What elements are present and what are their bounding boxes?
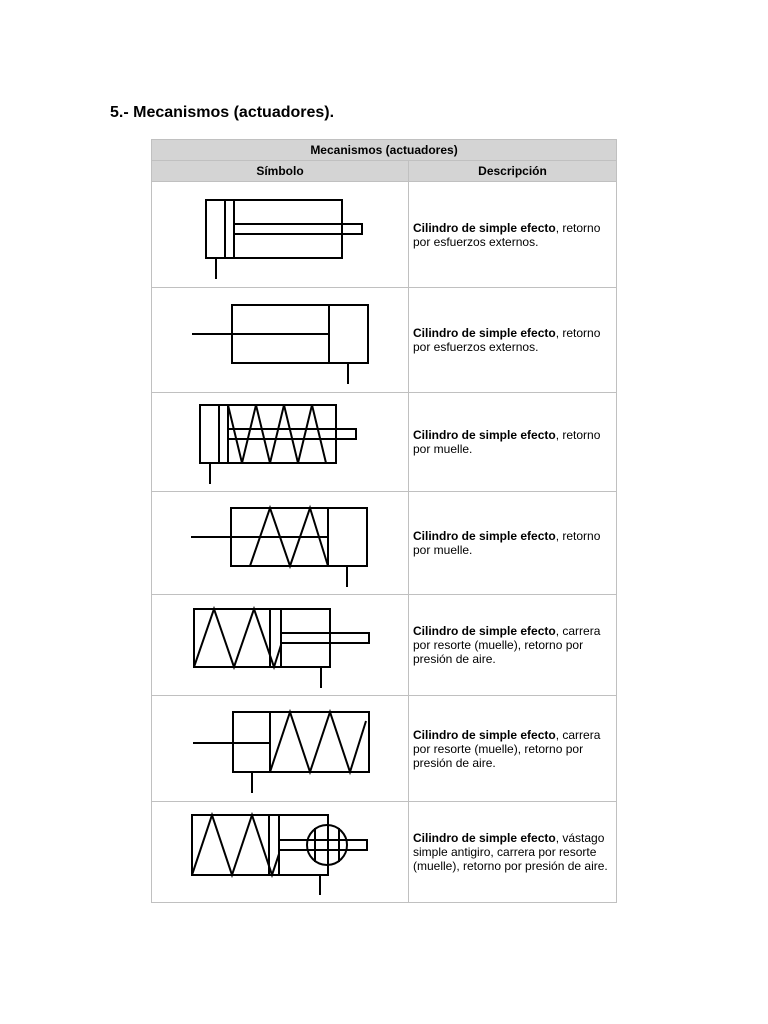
symbol-cell — [152, 802, 409, 903]
description-text: , vástago simple antigiro, carrera por resorte (muelle), retorno por presión de aire. — [413, 831, 608, 873]
description-term: Cilindro de simple efecto — [413, 831, 556, 845]
description-text: , retorno por esfuerzos externos. — [413, 326, 601, 354]
spring-return-cylinder-icon — [152, 495, 409, 591]
table-row — [152, 696, 617, 802]
single-acting-cylinder-icon — [152, 290, 409, 390]
spring-advance-cylinder-icon — [152, 597, 409, 693]
symbol-cell — [152, 595, 409, 696]
single-acting-cylinder-icon — [152, 185, 409, 285]
description-cell — [409, 696, 617, 802]
description-term: Cilindro de simple efecto — [413, 529, 556, 543]
description-cell — [409, 595, 617, 696]
table-row — [152, 802, 617, 903]
description-term: Cilindro de simple efecto — [413, 727, 556, 742]
description-text: , carrera por resorte (muelle), retorno por presión de aire. — [413, 727, 601, 770]
column-header-symbol: Símbolo — [152, 161, 409, 182]
description-term: Cilindro de simple efecto — [413, 428, 556, 442]
table-row — [152, 393, 617, 492]
description-term: Cilindro de simple efecto — [413, 624, 556, 638]
symbol-cell — [152, 288, 409, 393]
table-row — [152, 288, 617, 393]
description-cell — [409, 393, 617, 492]
description-cell — [409, 288, 617, 393]
table-row — [152, 492, 617, 595]
symbol-cell — [152, 696, 409, 802]
symbol-cell — [152, 182, 409, 288]
page-heading: 5.- Mecanismos (actuadores). — [110, 104, 335, 121]
anti-rotation-cylinder-icon — [152, 804, 409, 900]
spring-return-cylinder-icon — [152, 394, 409, 490]
description-text: , retorno por muelle. — [413, 529, 601, 557]
description-cell — [409, 802, 617, 903]
actuators-table — [151, 139, 617, 903]
description-term: Cilindro de simple efecto — [413, 326, 556, 340]
table-row — [152, 595, 617, 696]
column-header-description: Descripción — [409, 161, 617, 182]
description-cell — [409, 492, 617, 595]
description-text: , retorno por esfuerzos externos. — [413, 220, 601, 249]
description-text: , retorno por muelle. — [413, 428, 601, 456]
table-caption: Mecanismos (actuadores) — [152, 140, 617, 161]
spring-advance-cylinder-icon — [152, 701, 409, 797]
symbol-cell — [152, 492, 409, 595]
description-cell — [409, 182, 617, 288]
description-text: , carrera por resorte (muelle), retorno por presión de aire. — [413, 624, 601, 666]
table-row — [152, 182, 617, 288]
symbol-cell — [152, 393, 409, 492]
description-term: Cilindro de simple efecto — [413, 220, 556, 235]
